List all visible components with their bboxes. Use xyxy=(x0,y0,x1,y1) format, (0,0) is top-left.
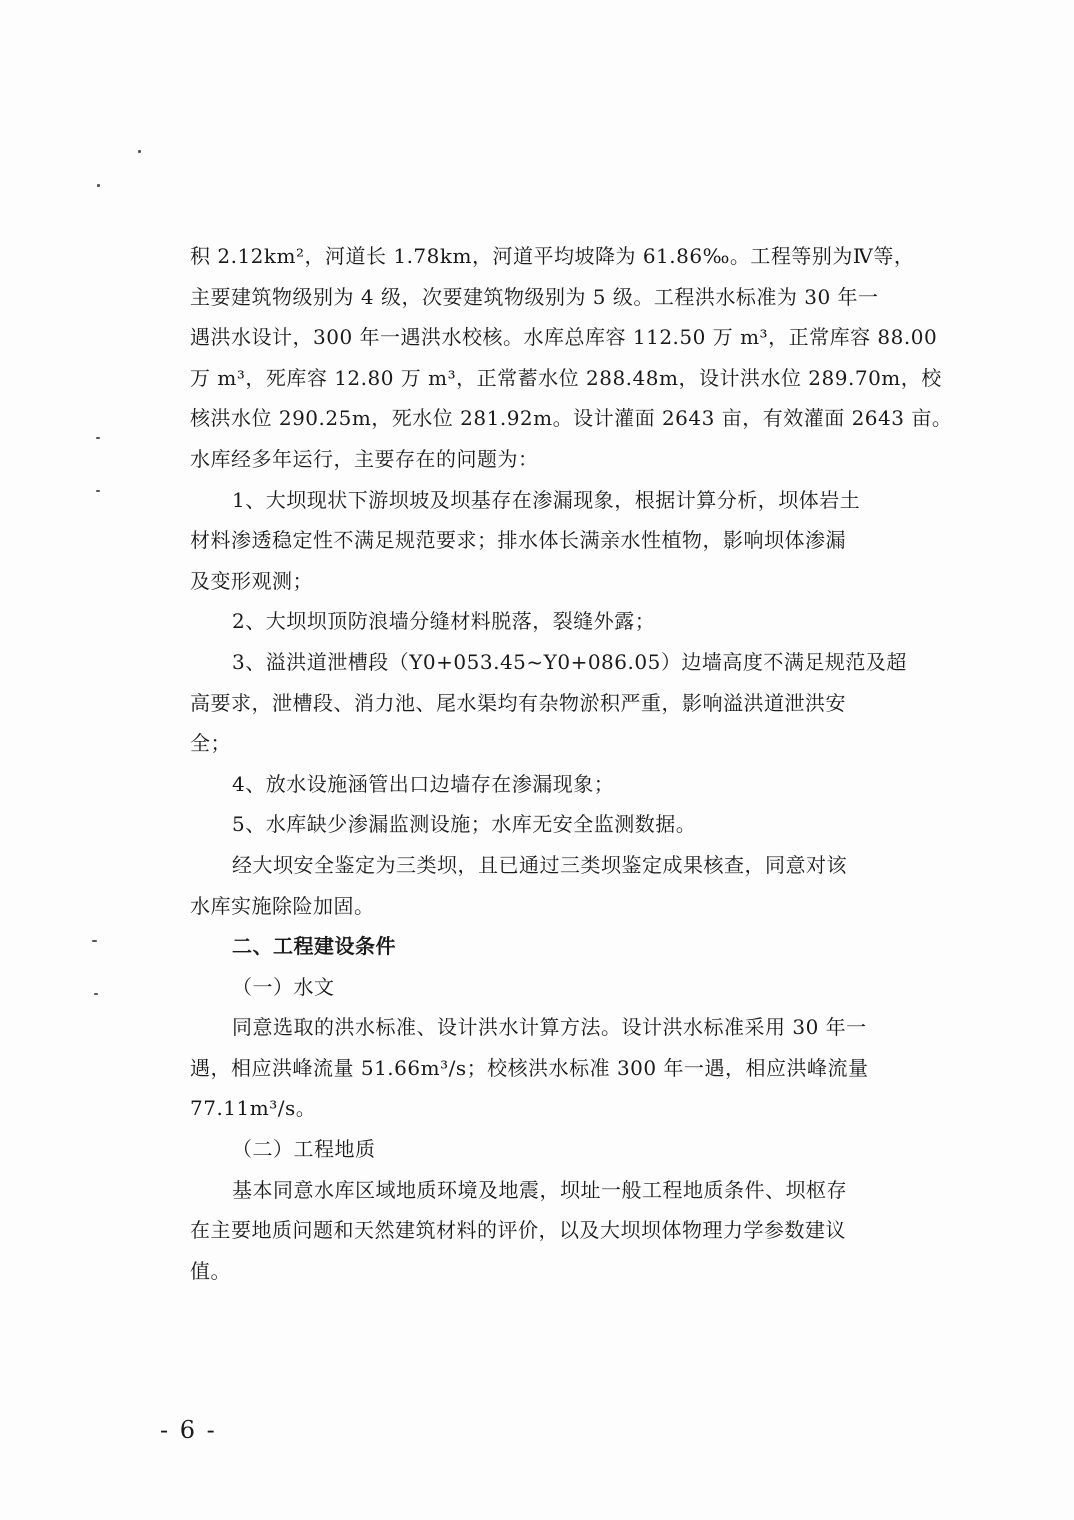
body-line: 在主要地质问题和天然建筑材料的评价，以及大坝坝体物理力学参数建议 xyxy=(190,1218,846,1243)
page-number: - 6 - xyxy=(160,1416,217,1444)
scan-speck xyxy=(138,150,141,153)
issue-item-1: 1、大坝现状下游坝坡及坝基存在渗漏现象，根据计算分析，坝体岩土 xyxy=(232,487,861,512)
body-line: 核洪水位 290.25m，死水位 281.92m。设计灌面 2643 亩，有效灌面 2643 亩。 xyxy=(190,406,953,431)
scan-speck xyxy=(97,184,100,187)
body-line: 遇洪水设计，300 年一遇洪水校核。水库总库容 112.50 万 m³，正常库容 88.00 xyxy=(190,325,938,350)
body-line: 77.11m³/s。 xyxy=(190,1096,317,1121)
body-line: 全； xyxy=(190,731,231,756)
document-body xyxy=(190,236,953,1291)
body-line: 水库经多年运行，主要存在的问题为： xyxy=(190,446,539,471)
body-line: 遇，相应洪峰流量 51.66m³/s；校核洪水标准 300 年一遇，相应洪峰流量 xyxy=(190,1055,869,1080)
body-line: 高要求，泄槽段、消力池、尾水渠均有杂物淤积严重，影响溢洪道泄洪安 xyxy=(190,690,846,715)
body-line: 积 2.12km²，河道长 1.78km，河道平均坡降为 61.86‰。工程等别为Ⅳ等， xyxy=(190,244,915,268)
body-line: 值。 xyxy=(190,1258,231,1283)
body-line: 及变形观测； xyxy=(190,568,313,593)
hydrology-paragraph: 同意选取的洪水标准、设计洪水计算方法。设计洪水标准采用 30 年一 xyxy=(232,1015,867,1040)
body-line: 万 m³，死库容 12.80 万 m³，正常蓄水位 288.48m，设计洪水位 289.70m，校 xyxy=(190,365,942,390)
geology-paragraph: 基本同意水库区域地质环境及地震，坝址一般工程地质条件、坝枢存 xyxy=(232,1177,847,1202)
scan-speck xyxy=(96,437,100,439)
scan-speck xyxy=(94,993,98,995)
scan-speck xyxy=(96,490,100,492)
subsection-heading-geology: （二）工程地质 xyxy=(232,1137,376,1162)
conclusion-paragraph: 经大坝安全鉴定为三类坝，且已通过三类坝鉴定成果核查，同意对该 xyxy=(232,852,847,877)
body-line: 主要建筑物级别为 4 级，次要建筑物级别为 5 级。工程洪水标准为 30 年一 xyxy=(190,284,879,309)
issue-item-4: 4、放水设施涵管出口边墙存在渗漏现象； xyxy=(232,771,615,796)
body-line: 材料渗透稳定性不满足规范要求；排水体长满亲水性植物，影响坝体渗漏 xyxy=(190,528,846,553)
issue-item-2: 2、大坝坝顶防浪墙分缝材料脱落，裂缝外露； xyxy=(232,609,656,634)
scan-speck xyxy=(92,940,97,942)
issue-item-5: 5、水库缺少渗漏监测设施；水库无安全监测数据。 xyxy=(232,812,697,837)
issue-item-3: 3、溢洪道泄槽段（Y0+053.45~Y0+086.05）边墙高度不满足规范及超 xyxy=(232,649,907,674)
body-line: 水库实施除险加固。 xyxy=(190,893,375,918)
section-heading: 二、工程建设条件 xyxy=(232,934,396,959)
subsection-heading-hydrology: （一）水文 xyxy=(232,974,335,999)
